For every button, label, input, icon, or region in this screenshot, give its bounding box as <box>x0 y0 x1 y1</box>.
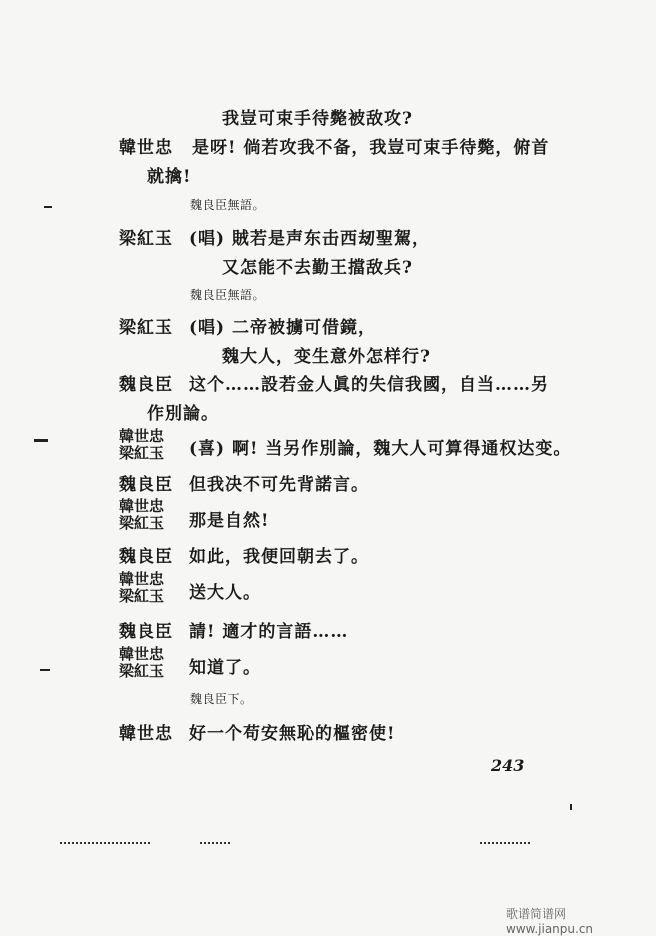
speaker-name: 梁紅玉 <box>119 318 173 338</box>
verse-line: 我豈可束手待斃被敌攻? <box>222 109 413 129</box>
sung-line: 又怎能不去勤王擋敌兵? <box>222 258 413 278</box>
speaker-name: 梁紅玉 <box>119 587 165 605</box>
speaker-name: 梁紅玉 <box>119 229 173 249</box>
page-number: 243 <box>491 756 525 775</box>
stage-direction: 魏良臣無語。 <box>190 288 266 302</box>
dialogue-line: 但我决不可先背諾言。 <box>189 475 369 495</box>
scan-dots <box>60 842 150 846</box>
dialogue-line: 就擒! <box>147 167 192 187</box>
speaker-name: 韓世忠 <box>119 427 165 445</box>
sung-line: (唱) 賊若是声东击西刼聖駕， <box>189 229 431 249</box>
scan-mark <box>570 804 572 810</box>
scan-mark <box>44 206 52 208</box>
speaker-name: 魏良臣 <box>119 547 173 567</box>
dialogue-line: 如此，我便回朝去了。 <box>189 547 369 567</box>
dialogue-line: 作別論。 <box>147 404 219 424</box>
scan-dots <box>200 842 230 846</box>
speaker-name: 韓世忠 <box>119 138 173 158</box>
speaker-name: 梁紅玉 <box>119 444 165 462</box>
dialogue-line: 請! 適才的言語…… <box>189 622 349 642</box>
sung-line: 魏大人，变生意外怎样行? <box>222 347 431 367</box>
speaker-name: 魏良臣 <box>119 375 173 395</box>
dialogue-line: 好一个苟安無恥的樞密使! <box>189 724 396 744</box>
speaker-name: 魏良臣 <box>119 622 173 642</box>
speaker-name: 韓世忠 <box>119 724 173 744</box>
stage-direction: 魏良臣下。 <box>190 692 253 706</box>
dialogue-line: 知道了。 <box>189 658 261 678</box>
dialogue-line: 是呀! 倘若攻我不备，我豈可束手待斃，俯首 <box>192 138 550 158</box>
dialogue-line: 送大人。 <box>189 583 261 603</box>
speaker-name: 梁紅玉 <box>119 514 165 532</box>
sung-line: (唱) 二帝被擄可借鏡， <box>189 318 377 338</box>
dialogue-line: 这个……設若金人眞的失信我國，自当……另 <box>189 375 549 395</box>
speaker-name: 魏良臣 <box>119 475 173 495</box>
dialogue-line: (喜) 啊! 当另作別論，魏大人可算得通权达变。 <box>189 439 572 459</box>
speaker-name: 韓世忠 <box>119 497 165 515</box>
scan-mark <box>34 439 48 442</box>
scan-dots <box>480 842 530 846</box>
watermark: 歌谱简谱网 www.jianpu.cn <box>506 907 594 936</box>
speaker-name: 韓世忠 <box>119 570 165 588</box>
scan-mark <box>40 669 50 671</box>
dialogue-line: 那是自然! <box>189 511 270 531</box>
stage-direction: 魏良臣無語。 <box>190 198 266 212</box>
speaker-name: 韓世忠 <box>119 645 165 663</box>
speaker-name: 梁紅玉 <box>119 662 165 680</box>
